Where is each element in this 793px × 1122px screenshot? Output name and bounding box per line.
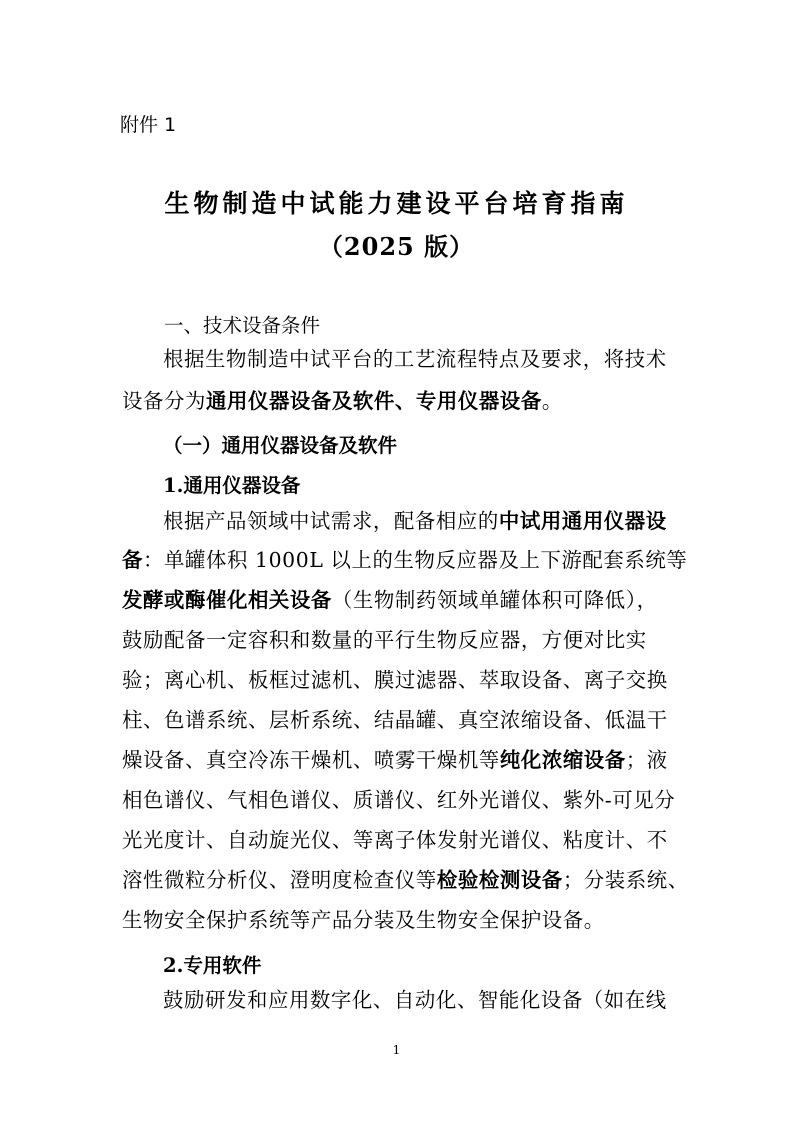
paragraph-line: 鼓励配备一定容积和数量的平行生物反应器，方便对比实 [122, 628, 647, 652]
paragraph-line: 相色谱仪、气相色谱仪、质谱仪、红外光谱仪、紫外-可见分 [122, 788, 676, 812]
text-run: （生物制药领域单罐体积可降低）， [331, 588, 658, 612]
paragraph-line: 鼓励研发和应用数字化、自动化、智能化设备（如在线 [163, 988, 667, 1012]
paragraph-line [163, 511, 667, 531]
emphasis-text: 中试用通用仪器设 [498, 509, 667, 533]
paragraph-line [122, 590, 658, 610]
emphasis-text: 纯化浓缩设备 [499, 748, 626, 772]
paragraph-line [122, 870, 689, 890]
paragraph-line: 根据生物制造中试平台的工艺流程特点及要求，将技术 [163, 347, 667, 371]
text-run: ；分装系统、 [562, 868, 689, 892]
paragraph-line [122, 391, 563, 411]
emphasis-text: 发酵或酶催化相关设备 [122, 588, 332, 612]
attachment-label: 附件 1 [120, 114, 177, 136]
section-heading: 一、技术设备条件 [164, 314, 321, 337]
text-run: 设备分为 [122, 389, 206, 413]
item-heading: 1.通用仪器设备 [163, 474, 301, 497]
text-run: 溶性微粒分析仪、澄明度检查仪等 [122, 868, 437, 892]
page-number: 1 [392, 1043, 401, 1057]
text-run: ：单罐体积 1000L 以上的生物反应器及上下游配套系统等 [143, 548, 688, 572]
item-heading: 2.专用软件 [163, 954, 262, 977]
text-run: 燥设备、真空冷冻干燥机、喷雾干燥机等 [122, 748, 500, 772]
paragraph-line: 验；离心机、板框过滤机、膜过滤器、萃取设备、离子交换 [122, 668, 668, 692]
paragraph-line: 生物安全保护系统等产品分装及生物安全保护设备。 [122, 908, 605, 932]
text-run: 根据产品领域中试需求，配备相应的 [163, 509, 499, 533]
subsection-heading: （一）通用仪器设备及软件 [163, 434, 398, 457]
paragraph-line [122, 550, 687, 570]
document-title-edition: （2025 版） [318, 232, 475, 261]
emphasis-text: 通用仪器设备及软件、专用仪器设备 [205, 389, 542, 413]
paragraph-line: 柱、色谱系统、层析系统、结晶罐、真空浓缩设备、低温干 [122, 708, 668, 732]
paragraph-line: 光光度计、自动旋光仪、等离子体发射光谱仪、粘度计、不 [122, 828, 668, 852]
text-run: 。 [541, 389, 563, 413]
emphasis-text: 备 [122, 548, 143, 572]
emphasis-text: 检验检测设备 [436, 868, 563, 892]
text-run: ；液 [625, 748, 668, 772]
document-title: 生物制造中试能力建设平台培育指南 [164, 189, 629, 218]
paragraph-line [122, 750, 668, 770]
